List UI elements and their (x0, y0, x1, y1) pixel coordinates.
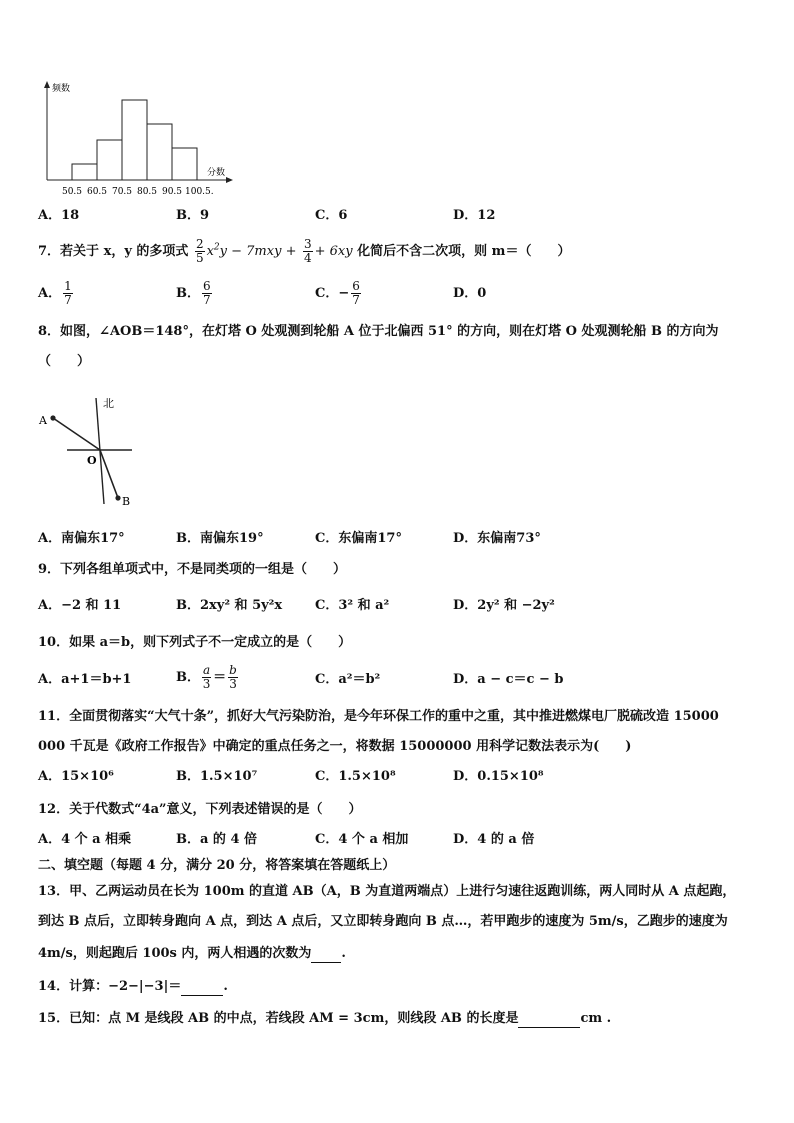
point-a (50, 415, 55, 420)
q13-stem-line1: 13．甲、乙两运动员在长为 100m 的直道 AB（A，B 为直道两端点）上进行匀速往返跑训练，两人同时从 A 点起跑， (38, 884, 736, 899)
q9-option-a[interactable]: A．−2 和 11 (38, 598, 122, 613)
q10-option-d[interactable]: D．a − c＝c − b (453, 672, 564, 687)
q7-option-a[interactable]: A． $\frac{1}{7}$ (38, 279, 72, 307)
q13-stem-line2: 到达 B 点后，立即转身跑向 A 点，到达 A 点后，又立即转身跑向 B 点…，若甲跑步的速度为 5m/s，乙跑步的速度为 (38, 914, 728, 929)
q9-stem: 9．下列各组单项式中，不是同类项的一组是（ ） (38, 562, 347, 577)
x-tick-label: 50.5 (61, 187, 83, 197)
label-north: 北 (103, 397, 114, 410)
x-tick-label: 70.5 (111, 187, 133, 197)
q12-option-d[interactable]: D．4 的 a 倍 (453, 832, 535, 847)
q6-option-d[interactable]: D．12 (453, 208, 496, 223)
q8-stem-line1: 8．如图，∠AOB＝148°，在灯塔 O 处观测到轮船 A 位于北偏西 51° 的方向，则在灯塔 O 处观测轮船 B 的方向为 (38, 324, 719, 339)
q6-option-c[interactable]: C．6 (315, 208, 348, 223)
y-axis-arrow (44, 81, 50, 88)
histogram-bar (122, 100, 147, 180)
q8-stem-line2: （ ） (38, 354, 91, 369)
label-o: O (87, 454, 97, 467)
histogram-bar (172, 148, 197, 180)
section-2-heading: 二、填空题（每题 4 分，满分 20 分，将答案填在答题纸上） (38, 858, 396, 873)
q7-option-b[interactable]: B． $\frac{6}{7}$ (176, 279, 211, 307)
label-a: A (39, 414, 47, 427)
q6-option-b[interactable]: B．9 (176, 208, 210, 223)
q9-option-b[interactable]: B．2xy² 和 5y²x (176, 598, 283, 613)
q8-option-a[interactable]: A．南偏东17° (38, 531, 125, 546)
q8-option-c[interactable]: C．东偏南17° (315, 531, 402, 546)
q11-stem-line2: 000 千瓦是《政府工作报告》中确定的重点任务之一，将数据 15000000 用科学记数法表示为( ) (38, 739, 632, 754)
q9-option-d[interactable]: D．2y² 和 −2y² (453, 598, 555, 613)
q12-option-b[interactable]: B．a 的 4 倍 (176, 832, 258, 847)
q11-option-d[interactable]: D．0.15×10⁸ (453, 769, 544, 784)
q15-stem: 15．已知：点 M 是线段 AB 的中点，若线段 AM = 3cm，则线段 AB 的长度是 cm . (38, 1011, 612, 1026)
q12-option-a[interactable]: A．4 个 a 相乘 (38, 832, 132, 847)
x-tick-label: 60.5 (86, 187, 108, 197)
q7-option-d[interactable]: D．0 (453, 286, 487, 301)
q10-option-a[interactable]: A．a+1＝b+1 (38, 672, 132, 687)
x-tick-label: 90.5 (161, 187, 183, 197)
q10-option-c[interactable]: C．a²＝b² (315, 672, 381, 687)
q14-stem: 14．计算：−2−|−3|＝ . (38, 979, 228, 994)
label-b: B (122, 495, 131, 508)
q6-option-a[interactable]: A．18 (38, 208, 80, 223)
q13-answer-blank[interactable] (311, 946, 341, 963)
q7-stem: 7．若关于 x，y 的多项式 $\frac{2}{5}$ $x^2y - 7mxy$ + $\frac{3}{4}$ + 6xy 化简后不含二次项，则 m＝（ ） (38, 237, 571, 265)
histogram-bar (147, 124, 172, 180)
histogram-bar (72, 164, 97, 180)
ray-oa (53, 418, 100, 450)
q11-option-b[interactable]: B．1.5×10⁷ (176, 769, 258, 784)
q12-stem: 12．关于代数式“4a”意义，下列表述错误的是（ ） (38, 802, 362, 817)
y-axis-label: 频数 (52, 84, 71, 94)
x-tick-label: 80.5 (136, 187, 158, 197)
q10-stem: 10．如果 a＝b，则下列式子不一定成立的是（ ） (38, 635, 352, 650)
direction-diagram (34, 392, 144, 514)
histogram-chart (30, 74, 240, 202)
x-axis-arrow (226, 177, 233, 183)
q9-option-c[interactable]: C．3² 和 a² (315, 598, 390, 613)
q14-answer-blank[interactable] (181, 979, 223, 996)
q10-option-b[interactable]: B． $\frac{a}{3}$ ＝ $\frac{b}{3}$ (176, 663, 237, 691)
q8-option-b[interactable]: B．南偏东19° (176, 531, 264, 546)
q11-option-c[interactable]: C．1.5×10⁸ (315, 769, 396, 784)
q8-option-d[interactable]: D．东偏南73° (453, 531, 541, 546)
point-b (115, 495, 120, 500)
q11-option-a[interactable]: A．15×10⁶ (38, 769, 114, 784)
histogram-bar (97, 140, 122, 180)
x-axis-label: 分数 (207, 168, 226, 178)
q12-option-c[interactable]: C．4 个 a 相加 (315, 832, 409, 847)
x-tick-label: 100.5. (185, 187, 214, 197)
q7-option-c[interactable]: C．− $\frac{6}{7}$ (315, 279, 360, 307)
q13-stem-line3: 4m/s，则起跑后 100s 内，两人相遇的次数为 . (38, 946, 346, 961)
q11-stem-line1: 11．全面贯彻落实“大气十条”，抓好大气污染防治，是今年环保工作的重中之重，其中推进燃煤电厂脱硫改造 15000 (38, 709, 719, 724)
q15-answer-blank[interactable] (518, 1011, 580, 1028)
